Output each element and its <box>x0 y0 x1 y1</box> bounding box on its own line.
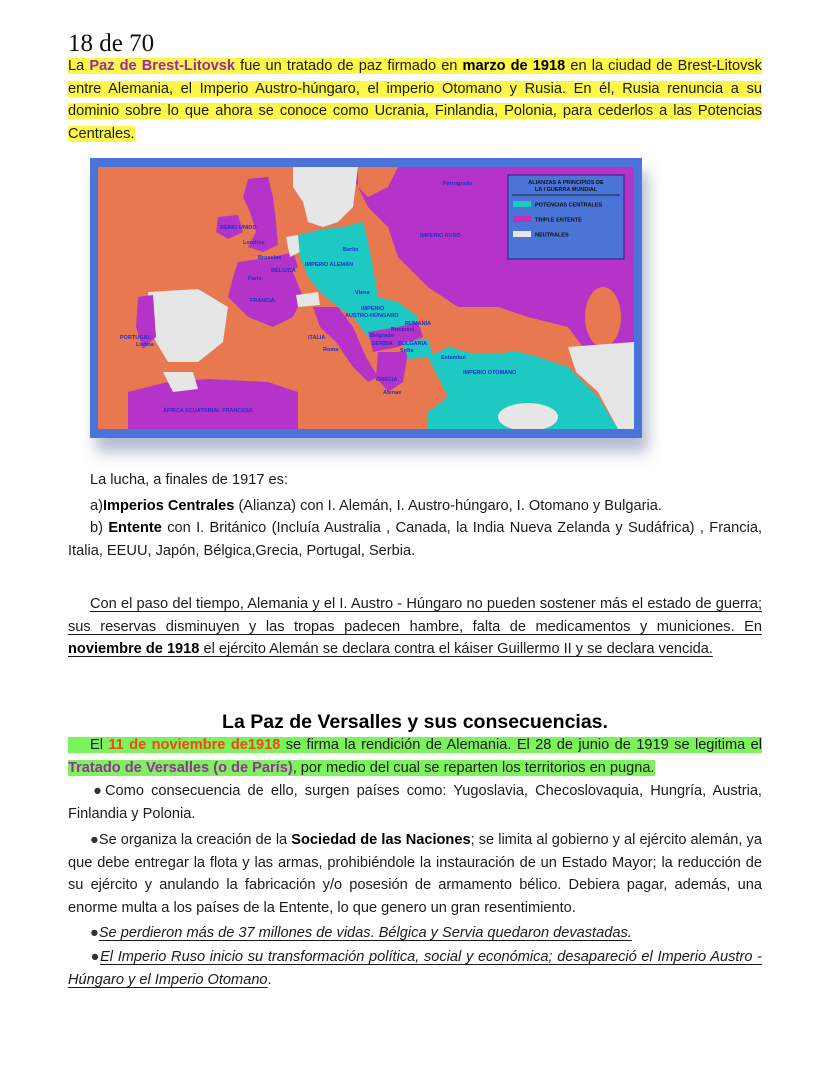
paso-date: noviembre de 1918 <box>68 641 200 658</box>
label-petrogrado: Petrogrado <box>443 181 473 187</box>
label-roma: Roma <box>323 347 339 353</box>
bullet-icon: ● <box>90 783 106 799</box>
bullet-icon: ● <box>90 924 99 941</box>
bullet-item-4 <box>68 946 762 991</box>
label-bucarest: Bucarest <box>391 327 415 333</box>
versalles-text: , por medio del cual se reparten los territorios en pugna. <box>292 759 655 776</box>
tratado-versalles-term: Tratado de Versalles (o de París) <box>68 759 293 776</box>
versalles-text: El <box>90 737 109 753</box>
label-imperio-austro-2: AUSTRO-HÚNGARO <box>345 313 399 319</box>
page-number: 18 de 70 <box>68 30 155 57</box>
label-reino-unido: REINO UNIDO <box>220 225 257 231</box>
label-paris: París <box>248 276 262 282</box>
label-estambul: Estambul <box>441 355 466 361</box>
bullet-text: Se perdieron más de 37 millones de vidas. Bélgica y Servia quedaron devastadas. <box>98 924 632 941</box>
label-portugal: PORTUGAL <box>120 335 151 341</box>
alliances-map-figure <box>90 158 642 438</box>
intro-date: marzo de 1918 <box>462 58 566 74</box>
bullet-text: Como consecuencia de ello, surgen países como: Yugoslavia, Checoslovaquia, Hungría, Austria, Finlandia y Polonia. <box>68 783 762 822</box>
label-lisboa: Lisboa <box>136 342 154 348</box>
label-serbia: SERBIA <box>372 341 393 347</box>
legend-swatch-entente <box>513 216 531 222</box>
intro-paragraph <box>68 55 762 145</box>
label-francia: FRANCIA <box>250 298 275 304</box>
lucha-a-text: (Alianza) con I. Alemán, I. Austro-húngaro, I. Otomano y Bulgaria. <box>234 497 662 514</box>
bullet-text: Se organiza la creación de la <box>98 832 292 849</box>
label-grecia: GRECIA <box>376 377 398 383</box>
legend-swatch-central <box>513 201 531 207</box>
consequences-list <box>68 780 762 991</box>
intro-text: en la ciudad de Brest-Litovsk entre Alemania, el Imperio Austro-húngaro, el imperio Otomano y Rusia. En él, Rusia renuncia a su dominio sobre lo que ahora se conoce como Ucrania, Finlandia, Polonia, para cederlos a las Potencias Centrales. <box>68 58 762 142</box>
label-atenas: Atenas <box>383 390 402 396</box>
legend-label-central: POTENCIAS CENTRALES <box>535 202 603 209</box>
intro-text: La <box>68 58 90 74</box>
map-legend <box>508 175 624 259</box>
imperios-centrales-term: Imperios Centrales <box>102 497 235 514</box>
bullet-item-1 <box>68 780 762 825</box>
label-imperio-ruso: IMPERIO RUSO <box>420 233 461 239</box>
bullet-item-3 <box>68 922 762 945</box>
versalles-text: se firma la rendición de Alemania. El 28 de junio de 1919 se legitima el <box>280 737 762 753</box>
versalles-highlight <box>68 737 762 776</box>
versalles-date: 11 de noviembre de1918 <box>108 737 281 753</box>
label-londres: Londres <box>243 240 265 246</box>
bullet-icon: ● <box>90 832 99 849</box>
bullet-icon: ● <box>90 949 101 966</box>
legend-label-entente: TRIPLE ENTENTE <box>535 217 582 224</box>
label-imperio-aleman: IMPERIO ALEMÁN <box>305 262 354 268</box>
lucha-b-text: con I. Británico (Incluía Australia , Canada, la India Nueva Zelanda y Sudáfrica) , Francia, Italia, EEUU, Japón, Bélgica,Grecia, Portugal, Serbia. <box>68 520 763 559</box>
label-bruselas: Bruselas <box>258 255 282 261</box>
legend-title-2: LA I GUERRA MUNDIAL <box>534 187 598 193</box>
label-africa: ÁFRICA ECUATORIAL FRANCESA <box>163 408 253 414</box>
lucha-item-b <box>68 517 762 562</box>
label-rumania: RUMANÍA <box>405 321 431 327</box>
versalles-paragraph <box>68 734 762 779</box>
brest-litovsk-term: Paz de Brest-Litovsk <box>89 58 236 74</box>
legend-label-neutral: NEUTRALES <box>535 232 569 239</box>
label-viena: Viena <box>355 290 370 296</box>
lucha-section <box>68 469 762 562</box>
sociedad-naciones-term: Sociedad de las Naciones <box>291 832 471 849</box>
lucha-item-a <box>68 495 762 518</box>
lucha-intro <box>68 469 762 492</box>
intro-highlight <box>68 58 762 142</box>
legend-title-1: ALIANZAS A PRINCIPIOS DE <box>528 180 604 186</box>
section-title-versalles: La Paz de Versalles y sus consecuencias. <box>222 711 608 733</box>
label-imperio-austro-1: IMPERIO <box>361 306 385 312</box>
legend-swatch-neutral <box>513 231 531 237</box>
intro-text: fue un tratado de paz firmado en <box>235 58 463 74</box>
bullet-item-2 <box>68 829 762 919</box>
bullet-end: . <box>267 971 272 988</box>
label-imperio-otomano: IMPERIO OTOMANO <box>463 370 517 376</box>
label-belgrado: Belgrado <box>370 333 394 339</box>
label-berlin: Berlín <box>343 247 359 253</box>
label-bulgaria: BULGARIA <box>398 341 428 347</box>
lucha-b-prefix: b) <box>90 520 109 537</box>
paso-text: el ejército Alemán se declara contra el káiser Guillermo II y se declara vencida. <box>199 641 713 658</box>
label-italia: ITALIA <box>308 335 326 341</box>
lucha-intro-text: La lucha, a finales de 1917 es: <box>90 472 288 488</box>
entente-term: Entente <box>108 520 162 537</box>
bullet-text: ; se limita al gobierno y al ejército alemán, ya que debe entregar la flota y las armas, prohibiéndole la instauración de un Estado Mayor; la reducción de su ejército y anulando la fabricación y/o posesión de armamento bélico. Debiera pagar, además, una enorme multa a los países de la Entente, lo que genero un gran resentimiento. <box>68 832 762 916</box>
europe-alliances-map <box>98 167 634 429</box>
label-belgica: BÉLGICA <box>271 268 296 274</box>
bullet-text: El Imperio Ruso inicio su transformación política, social y económica; desapareció el Imperio Austro - Húngaro y el Imperio Otomano <box>68 949 762 988</box>
paso-paragraph <box>68 593 762 661</box>
label-sofia: Sofía <box>400 348 414 354</box>
paso-text: Con el paso del tiempo, Alemania y el I. Austro - Húngaro no pueden sostener más el estado de guerra; sus reservas disminuyen y las tropas padecen hambre, falta de medicamentos y municiones. En <box>68 596 762 635</box>
lucha-a-prefix: a) <box>90 497 103 514</box>
